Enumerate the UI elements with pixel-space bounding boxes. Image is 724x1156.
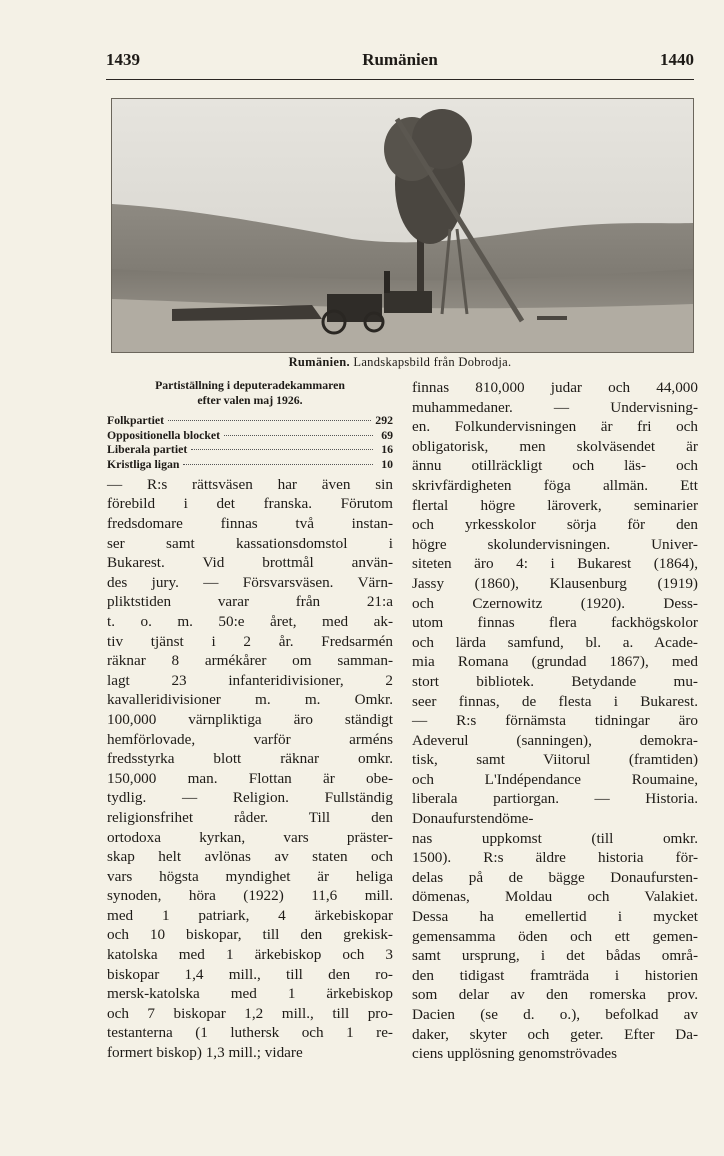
text-line: formert biskop) 1,3 mill.; vidare <box>107 1044 303 1062</box>
text-line: vars högsta myndighet är heliga <box>107 867 393 885</box>
seat-count: 10 <box>381 457 393 472</box>
page-number-left: 1439 <box>106 50 140 69</box>
text-line: finnas 810,000 judar och 44,000 <box>412 379 698 396</box>
text-line: och Czernowitz (1920). Dess- <box>412 594 698 612</box>
text-line: räknar 8 armékårer om samman- <box>107 652 393 670</box>
text-line: skap helt avlönas av staten och <box>107 848 393 866</box>
text-line: tisk, samt Viitorul (framtiden) <box>412 751 698 769</box>
text-line: fredsdomare finnas två instan- <box>107 515 393 532</box>
leader-dots <box>224 435 373 436</box>
landscape-illustration <box>112 99 693 352</box>
text-line: Adeverul (sanningen), demokra- <box>412 731 698 749</box>
text-line: mersk-katolska med 1 ärkebiskop <box>107 985 393 1003</box>
text-line: siteten äro 4: i Bukarest (1864), <box>412 555 698 573</box>
text-line: ciens upplösning genomströvades <box>412 1045 618 1063</box>
text-line: en. Folkundervisningen är fri och <box>412 418 698 436</box>
leader-dots <box>191 449 373 450</box>
text-line: och yrkesskolor sörja för den <box>412 516 698 534</box>
seat-count: 16 <box>381 442 393 457</box>
text-line: ser samt kassationsdomstol i <box>107 534 393 552</box>
text-line: daker, skyter och geter. Efter Da- <box>412 1025 698 1043</box>
text-line: nas uppkomst (till omkr. <box>412 829 698 847</box>
text-line: biskopar 1,4 mill., till den ro- <box>107 965 393 983</box>
text-line: dömenas, Moldau och Valakiet. <box>412 888 698 906</box>
seat-count: 69 <box>381 427 393 442</box>
page-number-right: 1440 <box>660 50 694 69</box>
left-body-text <box>107 475 393 1063</box>
caption-country: Rumänien. <box>288 355 350 369</box>
text-line: och lärda samfund, bl. a. Acade- <box>412 633 698 651</box>
text-line: liberala partiorgan. — Historia. <box>412 790 698 808</box>
right-column <box>412 378 698 1064</box>
text-line: — R:s rättsväsen har även sin <box>107 475 393 493</box>
text-line: ortodoxa kyrkan, vars präster- <box>107 828 393 846</box>
text-line: Bukarest. Vid brottmål använ- <box>107 554 393 572</box>
text-line: lagt 23 infanteridivisioner, 2 <box>107 671 393 689</box>
party-name: Oppositionella blocket <box>107 427 221 442</box>
text-line: obligatorisk, men skolväsendet är <box>412 437 698 455</box>
text-line: synoden, höra (1922) 11,6 mill. <box>107 887 393 905</box>
text-line: och 7 biskopar 1,2 mill., till pro- <box>107 1004 393 1022</box>
text-line: religionsfrihet råder. Till den <box>107 808 393 826</box>
text-line: Donaufurstendöme- <box>412 810 534 828</box>
text-line: muhammedaner. — Undervisning- <box>412 398 698 416</box>
text-line: som delar av den romerska prov. <box>412 986 698 1004</box>
text-line: högre skolundervisningen. Univer- <box>412 535 698 553</box>
text-line: — R:s förnämsta tidningar äro <box>412 712 698 730</box>
text-line: fredsstyrka blott räknar omkr. <box>107 750 393 768</box>
text-line: t. o. m. 50:e året, med ak- <box>107 612 393 630</box>
text-line: seer finnas, de flesta i Bukarest. <box>412 692 698 710</box>
landscape-photo <box>111 98 694 353</box>
text-line: förebild i det franska. Förutom <box>107 495 393 513</box>
caption-text: Landskapsbild från Dobrodja. <box>349 355 512 369</box>
party-table <box>107 413 393 472</box>
party-name: Kristliga ligan <box>107 457 180 472</box>
text-line: skrivfärdigheten föga allmän. Ett <box>412 476 698 494</box>
text-line: 1500). R:s äldre historia för- <box>412 849 698 867</box>
table-title-line: efter valen maj 1926. <box>197 392 303 407</box>
text-line: med 1 patriark, 4 ärkebiskopar <box>107 906 393 924</box>
running-header <box>106 50 694 76</box>
running-title: Rumänien <box>362 50 438 69</box>
text-line: och 10 biskopar, till den grekisk- <box>107 926 393 944</box>
left-column <box>107 378 393 1063</box>
text-line: Jassy (1860), Klausenburg (1919) <box>412 574 698 592</box>
text-line: flertal högre läroverk, seminarier <box>412 496 698 514</box>
text-line: mia Romana (grundad 1867), med <box>412 653 698 671</box>
text-line: gemensamma öden och ett gemen- <box>412 927 698 945</box>
text-line: samt ursprung, i det bådas områ- <box>412 947 698 965</box>
seat-count: 292 <box>375 413 393 427</box>
text-line: Dessa ha emellertid i mycket <box>412 908 698 926</box>
table-row <box>107 428 393 443</box>
text-line: ännu otillräckligt och läs- och <box>412 457 698 475</box>
text-line: delas på de bägge Donaufursten- <box>412 868 698 886</box>
table-row <box>107 442 393 457</box>
figure-caption <box>106 355 694 370</box>
text-line: den tidigast framträda i historien <box>412 966 698 984</box>
text-line: tydlig. — Religion. Fullständig <box>107 789 393 807</box>
text-line: testanterna (1 luthersk och 1 re- <box>107 1024 393 1042</box>
text-line: 100,000 värnpliktiga äro ständigt <box>107 710 393 728</box>
text-line: 150,000 man. Flottan är obe- <box>107 769 393 787</box>
text-line: pliktstiden varar från 21:a <box>107 593 393 611</box>
text-line: des jury. — Försvarsväsen. Värn- <box>107 573 393 591</box>
leader-dots <box>168 420 371 421</box>
text-line: Dacien (se d. o.), befolkad av <box>412 1006 698 1023</box>
text-line: kavalleridivisioner m. m. Omkr. <box>107 691 393 709</box>
table-title-line: Partiställning i deputeradekammaren <box>155 378 345 392</box>
text-line: tiv tjänst i 2 år. Fredsarmén <box>107 632 393 650</box>
header-rule <box>106 79 694 80</box>
text-line: utom finnas flera fackhögskolor <box>412 614 698 632</box>
table-title <box>107 378 393 407</box>
text-line: stort bibliotek. Betydande mu- <box>412 672 698 690</box>
text-line: katolska med 1 ärkebiskop och 3 <box>107 946 393 964</box>
leader-dots <box>183 464 373 465</box>
text-line: och L'Indépendance Roumaine, <box>412 770 698 788</box>
party-name: Liberala partiet <box>107 442 188 457</box>
table-row <box>107 413 393 428</box>
party-name: Folkpartiet <box>107 413 165 427</box>
text-line: hemförlovade, varför arméns <box>107 730 393 748</box>
table-row <box>107 457 393 472</box>
